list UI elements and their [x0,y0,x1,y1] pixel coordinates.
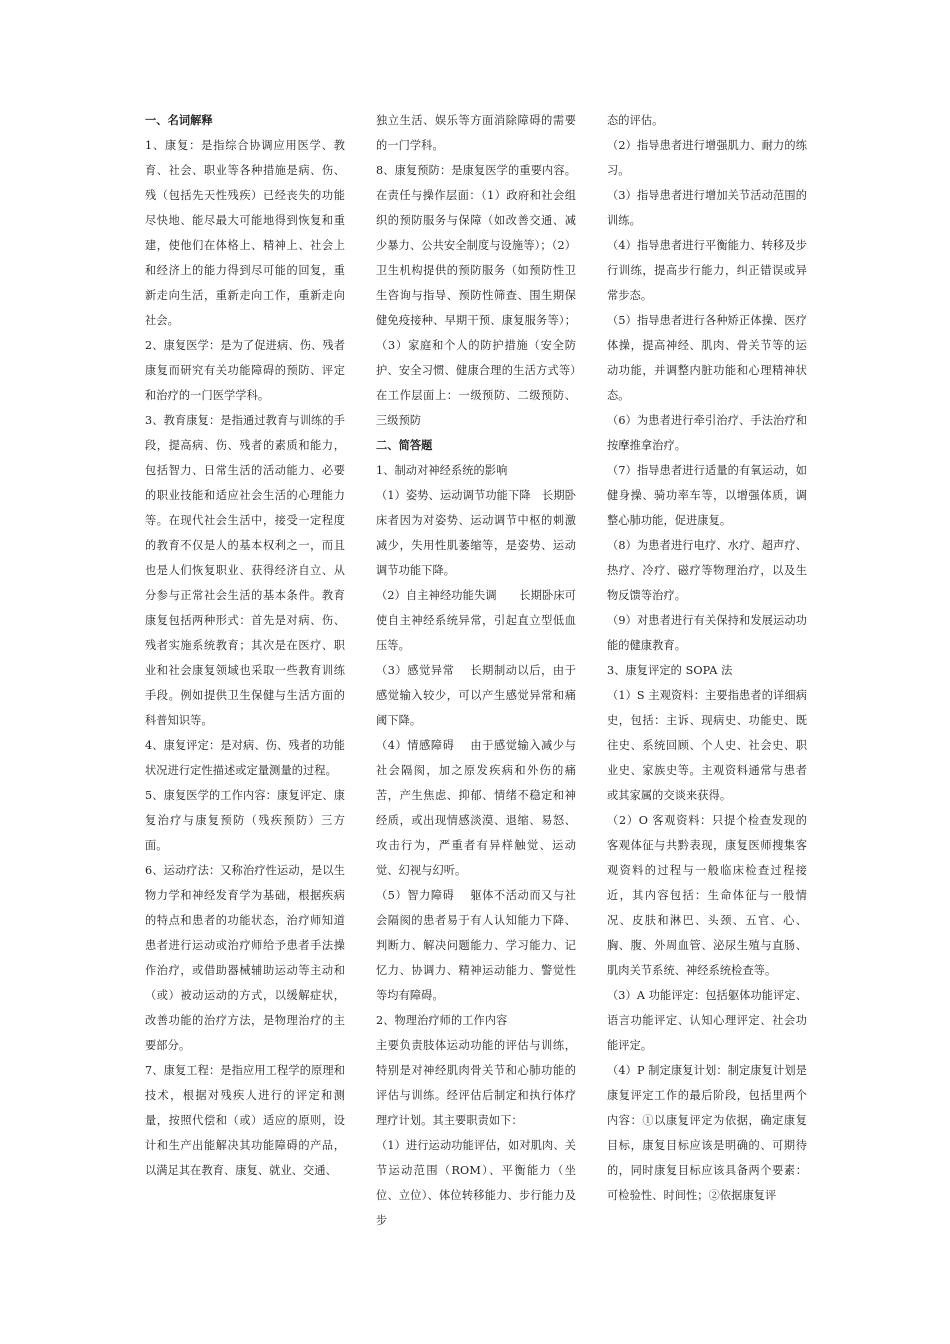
paragraph: （7）指导患者进行适量的有氧运动，如健身操、骑功率车等，以增强体质，调整心肺功能，促进康复。 [607,464,807,527]
paragraph: （6）为患者进行牵引治疗、手法治疗和按摩推拿治疗。 [607,414,807,452]
paragraph: （4）指导患者进行平衡能力、转移及步行训练，提高步行能力，纠正错误或异常步态。 [607,239,807,302]
paragraph: 2、康复医学：是为了促进病、伤、残者康复而研究有关功能障碍的预防、评定和治疗的一门医学学科。 [145,339,345,402]
paragraph: 态的评估。 [607,114,664,127]
paragraph: 7、康复工程：是指应用工程学的原理和技术，根据对残疾人进行的评定和测量，按照代偿和（或）适应的原则，设计和生产出能解决其功能障碍的产品，以满足其在教育、康复、就业、交通、 [145,1064,345,1177]
column-left [145,108,345,1183]
paragraph: （1）S 主观资料：主要指患者的详细病史，包括：主诉、现病史、功能史、既往史、系统回顾、个人史、社会史、职业史、家族史等。主观资料通常与患者或其家属的交谈来获得。 [607,689,807,802]
paragraph: （4）P 制定康复计划：制定康复计划是康复评定工作的最后阶段，包括里两个内容：①以康复评定为依据，确定康复目标，康复目标应该是明确的、可期待的，同时康复目标应该具备两个要素：可检验性、时间性；②依据康复评 [607,1064,807,1202]
paragraph: （3）感觉异常 长期制动以后，由于感觉输入较少，可以产生感觉异常和痛阈下降。 [376,664,576,727]
paragraph: （3）A 功能评定：包括躯体功能评定、语言功能评定、认知心理评定、社会功能评定。 [607,989,807,1052]
paragraph: （1）姿势、运动调节功能下降 长期卧床者因为对姿势、运动调节中枢的刺激减少，失用性肌萎缩等，是姿势、运动调节功能下降。 [376,489,576,577]
paragraph: （8）为患者进行电疗、水疗、超声疗、热疗、冷疗、磁疗等物理治疗，以及生物反馈等治疗。 [607,539,807,602]
paragraph: （2）自主神经功能失调 长期卧床可使自主神经系统异常，引起直立型低血压等。 [376,589,576,652]
paragraph: 3、教育康复：是指通过教育与训练的手段，提高病、伤、残者的素质和能力，包括智力、日常生活的活动能力、必要的职业技能和适应社会生活的心理能力等。在现代社会生活中，接受一定程度的教育不仅是人的基本权利之一，而且也是人们恢复职业、获得经济自立、从分参与正常社会生活的基本条件。教育康复包括两种形式：首先是对病、伤、残者实施系统教育；其次是在医疗、职业和社会康复领域也采取一些教育训练手段。例如提供卫生保健与生活方面的科普知识等。 [145,414,345,727]
section-heading-definitions: 一、名词解释 [145,113,213,127]
paragraph: 4、康复评定：是对病、伤、残者的功能状况进行定性描述或定量测量的过程。 [145,739,345,777]
paragraph: （4）情感障碍 由于感觉输入减少与社会隔阂，加之原发疾病和外伤的痛苦，产生焦虑、抑郁、情绪不稳定和神经质，或出现情感淡漠、退缩、易怒、攻击行为，严重者有异样触觉、运动觉、幻视与幻听。 [376,739,576,877]
paragraph: 8、康复预防：是康复医学的重要内容。在责任与操作层面：（1）政府和社会组织的预防服务与保障（如改善交通、减少暴力、公共安全制度与设施等）；（2）卫生机构提供的预防服务（如预防性卫生咨询与指导、预防性筛查、围生期保健免疫接种、早期干预、康复服务等）；（3）家庭和个人的防护措施（安全防护、安全习惯、健康合理的生活方式等）在工作层面上：一级预防、二级预防、三级预防 [376,164,576,427]
paragraph: （5）智力障碍 躯体不活动而又与社会隔阂的患者易于有人认知能力下降、判断力、解决问题能力、学习能力、记忆力、协调力、精神运动能力、警觉性等均有障碍。 [376,889,576,1002]
paragraph: （2）指导患者进行增强肌力、耐力的练习。 [607,139,807,177]
section-heading-short-answer: 二、简答题 [376,438,433,452]
paragraph: 1、康复：是指综合协调应用医学、教育、社会、职业等各种措施是病、伤、残（包括先天性残疾）已经丧失的功能尽快地、能尽最大可能地得到恢复和重建，使他们在体格上、精神上、社会上和经济上的能力得到尽可能的回复，重新走向生活，重新走向工作，重新走向社会。 [145,139,345,327]
paragraph: 3、康复评定的 SOPA 法 [607,664,733,677]
paragraph: 5、康复医学的工作内容：康复评定、康复治疗与康复预防（残疾预防）三方面。 [145,789,345,852]
column-middle [376,108,576,1233]
paragraph: 6、运动疗法：又称治疗性运动，是以生物力学和神经发育学为基础，根据疾病的特点和患者的功能状态，治疗师知道患者进行运动或治疗师给予患者手法操作治疗，或借助器械辅助运动等主动和（或）被动运动的方式，以缓解症状，改善功能的治疗方法，是物理治疗的主要部分。 [145,864,345,1052]
column-right [607,108,807,1208]
paragraph: （5）指导患者进行各种矫正体操、医疗体操，提高神经、肌肉、骨关节等的运动功能，并调整内脏功能和心理精神状态。 [607,314,807,402]
paragraph: 主要负责肢体运动功能的评估与训练，特别是对神经肌肉骨关节和心肺功能的评估与训练。经评估后制定和执行体疗理疗计划。其主要职责如下： [376,1039,576,1127]
paragraph: （2）O 客观资料：只提个检查发现的客观体征与共黔表现，康复医师搜集客观资料的过程与一般临床检查过程接近，其内容包括：生命体征与一般情况、皮肤和淋巴、头颈、五官、心、胸、腹、外周血管、泌尿生殖与直肠、肌肉关节系统、神经系统检查等。 [607,814,807,977]
paragraph: （9）对患者进行有关保持和发展运动功能的健康教育。 [607,614,807,652]
paragraph: 2、物理治疗师的工作内容 [376,1014,508,1027]
paragraph: （3）指导患者进行增加关节活动范围的训练。 [607,189,807,227]
paragraph: 1、制动对神经系统的影响 [376,464,508,477]
paragraph: （1）进行运动功能评估，如对肌肉、关节运动范围（ROM）、平衡能力（坐位、立位）、体位转移能力、步行能力及步 [376,1139,576,1227]
paragraph: 独立生活、娱乐等方面消除障碍的需要的一门学科。 [376,114,576,152]
